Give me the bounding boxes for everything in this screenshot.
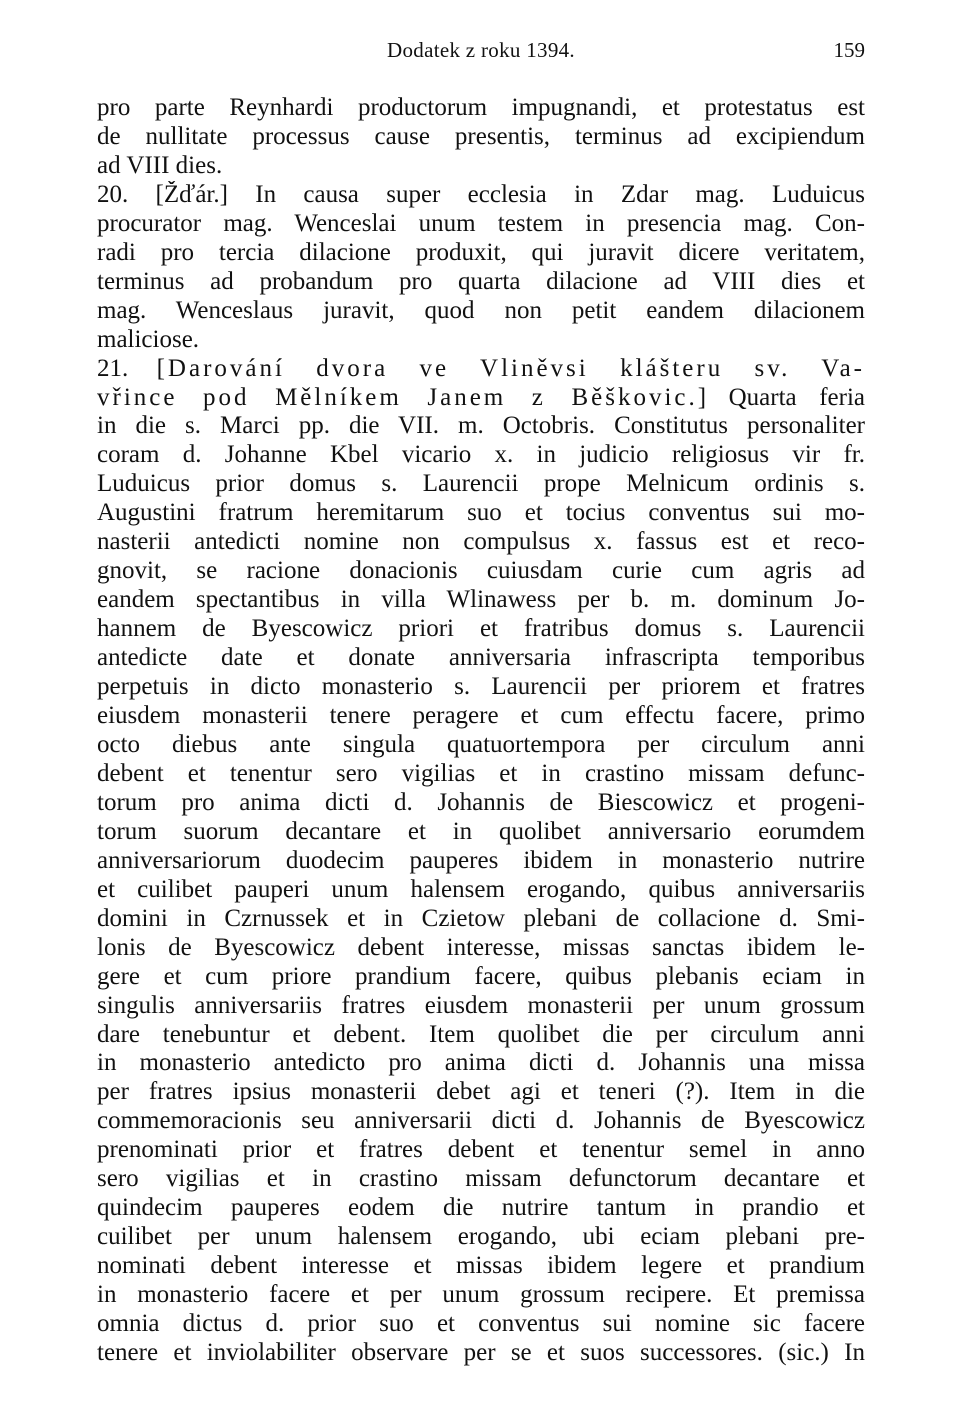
text-line: maliciose.: [97, 325, 200, 353]
text-line: torum suorum decantare et in quolibet anniversario eorumdem: [97, 817, 865, 845]
text-line: et cuilibet pauperi unum halensem erogando, quibus anniversariis: [97, 875, 865, 903]
text-line: eiusdem monasterii tenere peragere et cum effectu facere, primo: [97, 702, 865, 730]
text-line: in die s. Marci pp. die VII. m. Octobris. Constitutus personaliter: [97, 412, 865, 440]
body-text: [97, 94, 865, 1368]
text-line: quindecim pauperes eodem die nutrire tantum in prandio et: [97, 1194, 865, 1222]
text-line: gere et cum priore prandium facere, quibus plebanis eciam in: [97, 962, 865, 990]
page-number: 159: [833, 38, 865, 62]
text-line: prenominati prior et fratres debent et tenentur semel in anno: [97, 1136, 865, 1164]
text-line: 21. [Darování dvora ve Vliněvsi klášteru sv. Va-: [97, 354, 865, 382]
running-title: Dodatek z roku 1394.: [387, 38, 575, 62]
text-line: coram d. Johanne Kbel vicario x. in judicio religiosus vir fr.: [97, 441, 865, 469]
text-line: perpetuis in dicto monasterio s. Laurencii per priorem et fratres: [97, 673, 865, 701]
text-line: in monasterio facere et per unum grossum recipere. Et premissa: [97, 1281, 865, 1309]
text-line: anniversariorum duodecim pauperes ibidem in monasterio nutrire: [97, 846, 865, 874]
text-line: radi pro tercia dilacione produxit, qui juravit dicere veritatem,: [97, 238, 865, 266]
text-line: per fratres ipsius monasterii debet agi et teneri (?). Item in die: [97, 1078, 865, 1106]
text-line: pro parte Reynhardi productorum impugnandi, et protestatus est: [97, 94, 865, 121]
text-line: 20. [Žďár.] In causa super ecclesia in Zdar mag. Luduicus: [97, 180, 865, 208]
text-line: in monasterio antedicto pro anima dicti d. Johannis una missa: [97, 1049, 865, 1077]
text-line: debent et tenentur sero vigilias et in crastino missam defunc-: [97, 759, 865, 787]
text-line: antedicte date et donate anniversaria infrascripta temporibus: [97, 644, 865, 672]
text-line: tenere et inviolabiliter observare per se et suos successores. (sic.) In: [97, 1338, 865, 1366]
text-line: torum pro anima dicti d. Johannis de Biescowicz et progeni-: [97, 788, 865, 816]
text-line: singulis anniversariis fratres eiusdem monasterii per unum grossum: [97, 991, 865, 1019]
text-line: Augustini fratrum heremitarum suo et tocius conventus sui mo-: [97, 499, 865, 527]
text-line: terminus ad probandum pro quarta dilacione ad VIII dies et: [97, 267, 865, 295]
text-line: sero vigilias et in crastino missam defunctorum decantare et: [97, 1165, 865, 1193]
text-line: cuilibet per unum halensem erogando, ubi eciam plebani pre-: [97, 1223, 865, 1251]
running-header: [97, 38, 865, 64]
text-line: mag. Wenceslaus juravit, quod non petit eandem dilacionem: [97, 296, 865, 324]
text-line: lonis de Byescowicz debent interesse, missas sanctas ibidem le-: [97, 933, 865, 961]
text-line: domini in Czrnussek et in Czietow plebani de collacione d. Smi-: [97, 904, 865, 932]
text-line: hannem de Byescowicz priori et fratribus domus s. Laurencii: [97, 615, 865, 643]
text-line: octo diebus ante singula quatuortempora per circulum anni: [97, 730, 865, 758]
text-line: nominati debent interesse et missas ibidem legere et prandium: [97, 1252, 865, 1280]
text-line: eandem spectantibus in villa Wlinawess per b. m. dominum Jo-: [97, 586, 865, 614]
text-line: nasterii antedicti nomine non compulsus x. fassus est et reco-: [97, 528, 865, 556]
text-line: commemoracionis seu anniversarii dicti d. Johannis de Byescowicz: [97, 1107, 865, 1135]
text-line: omnia dictus d. prior suo et conventus sui nomine sic facere: [97, 1310, 865, 1338]
text-line: ad VIII dies.: [97, 151, 223, 179]
text-line: de nullitate processus cause presentis, terminus ad excipiendum: [97, 122, 865, 150]
text-line: procurator mag. Wenceslai unum testem in presencia mag. Con-: [97, 209, 865, 237]
text-line: gnovit, se racione donacionis cuiusdam curie cum agris ad: [97, 557, 865, 585]
text-line: vřince pod Mělníkem Janem z Běškovic.] Quarta feria: [97, 383, 865, 411]
text-line: dare tenebuntur et debent. Item quolibet die per circulum anni: [97, 1020, 865, 1048]
text-line: Luduicus prior domus s. Laurencii prope Melnicum ordinis s.: [97, 470, 865, 498]
